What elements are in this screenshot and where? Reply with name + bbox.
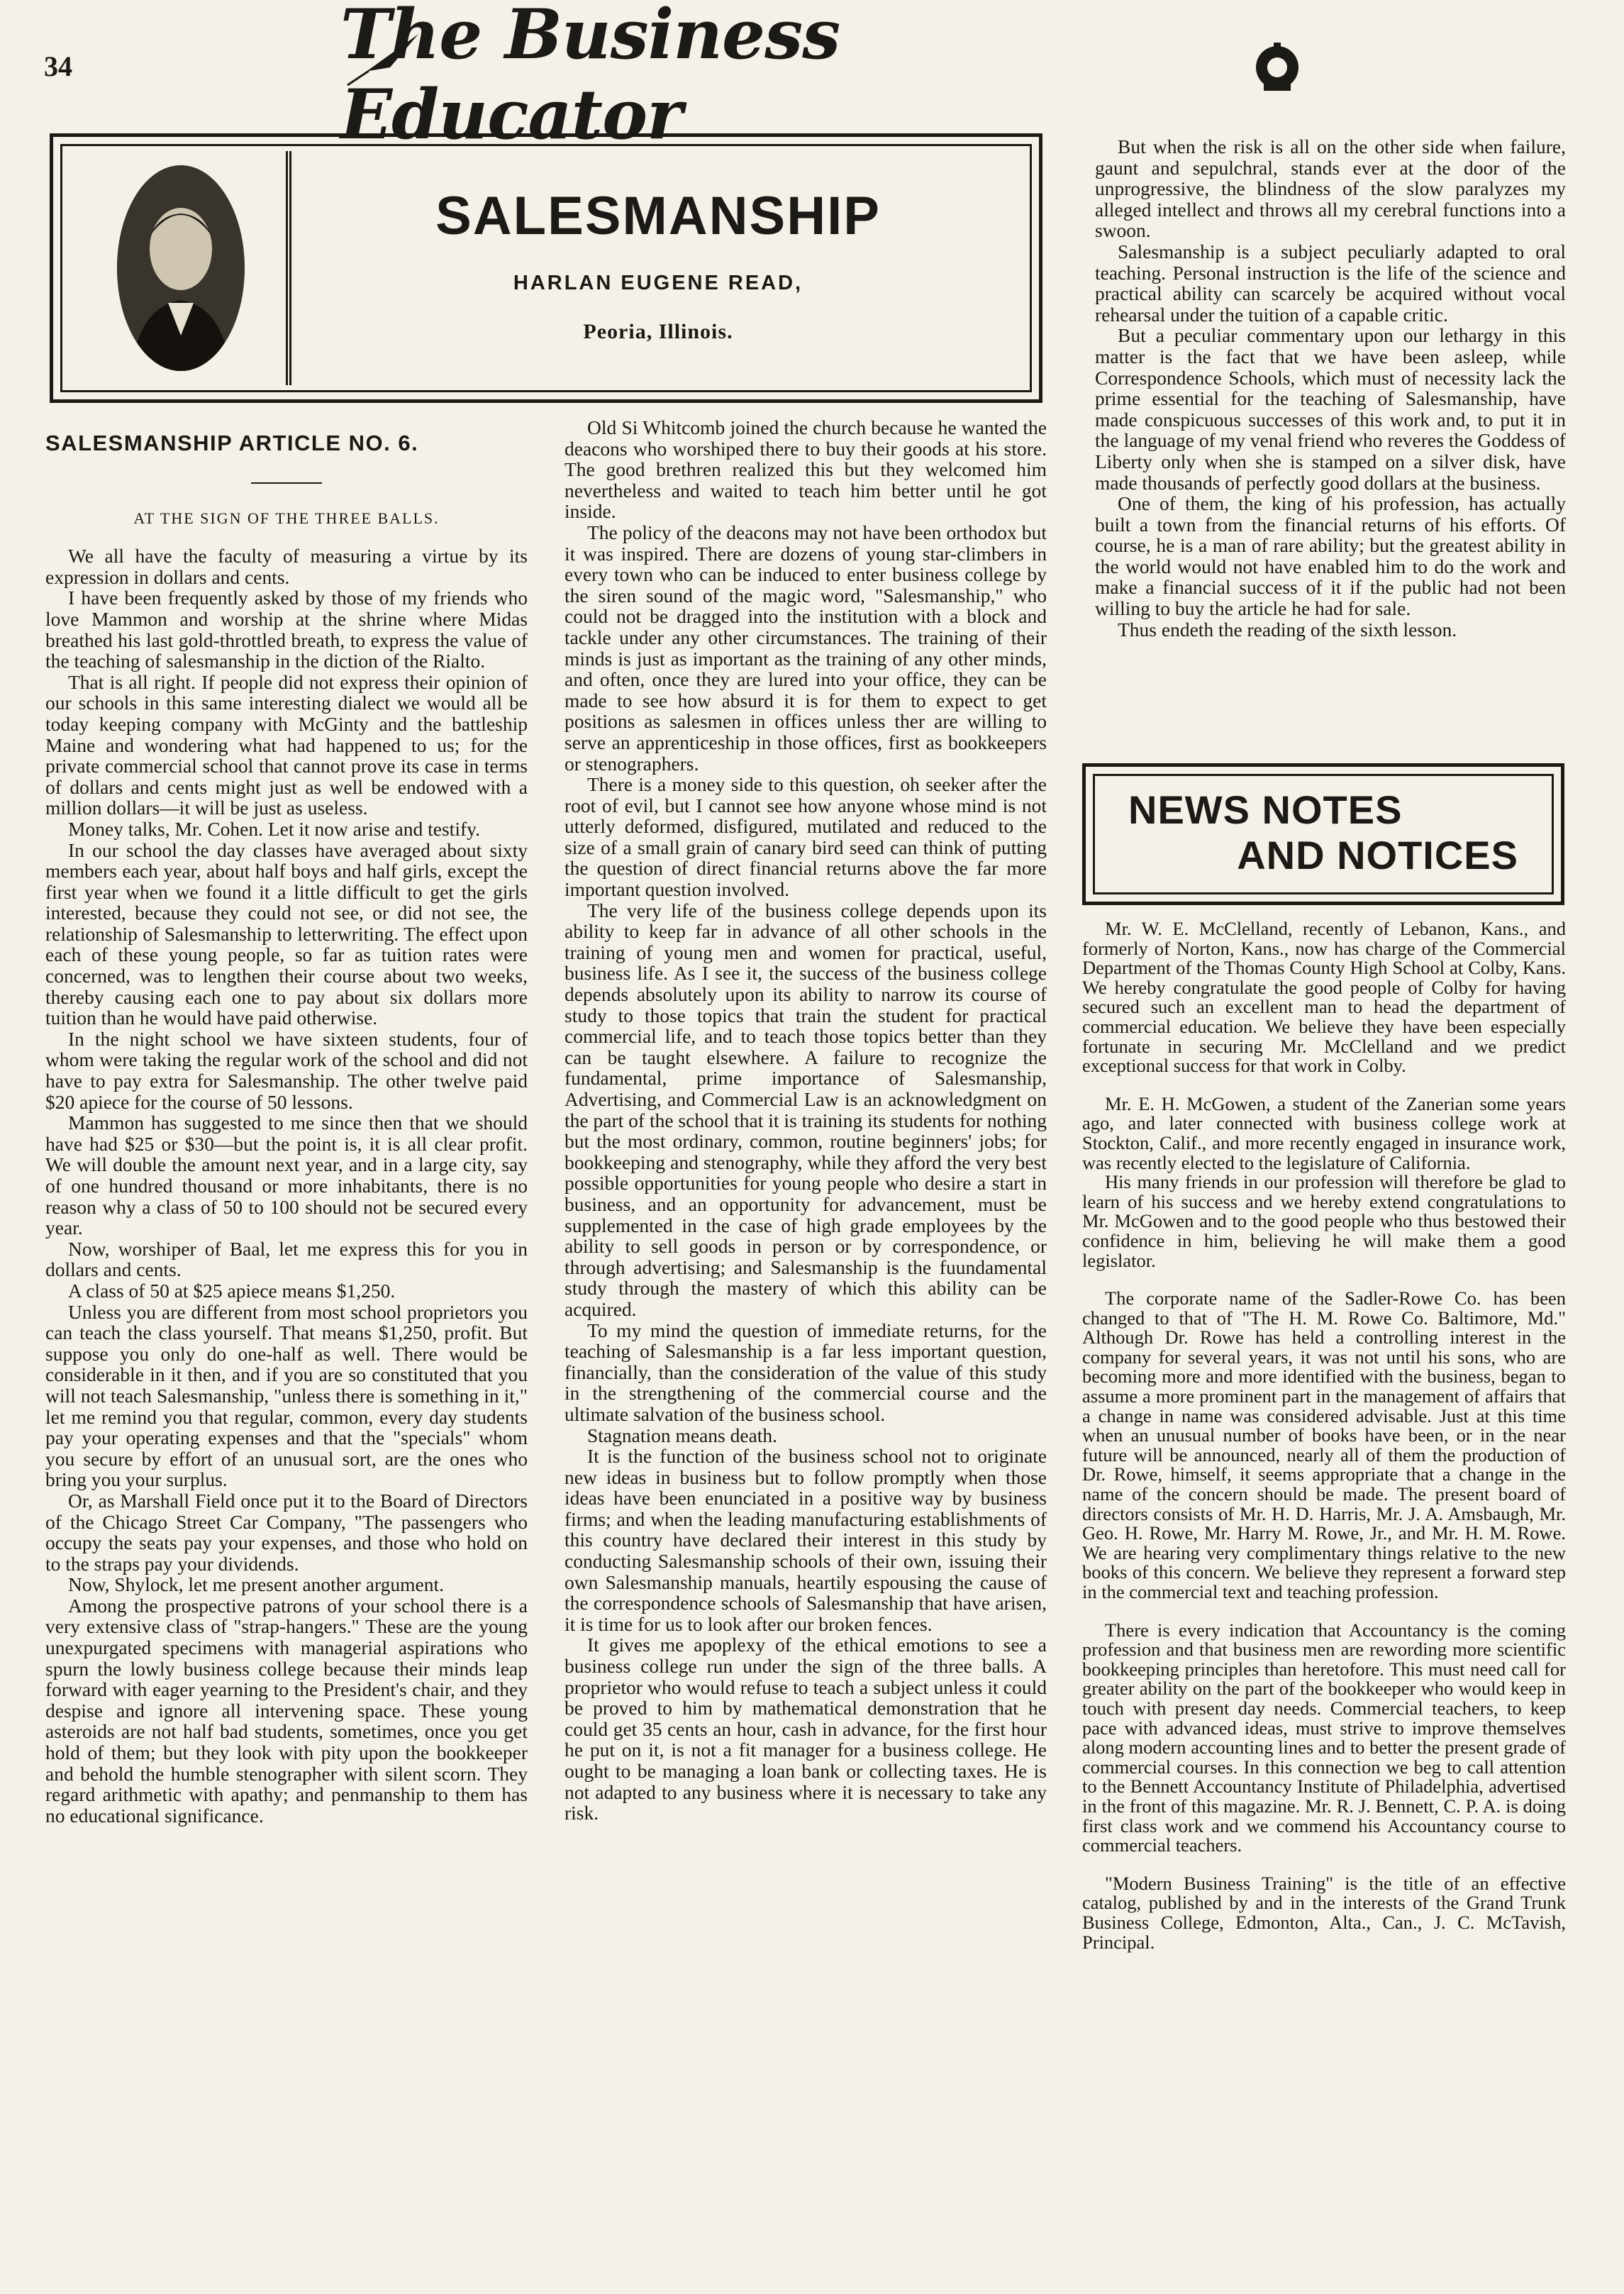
salesmanship-title: SALESMANSHIP	[435, 186, 881, 246]
article-paragraph: Salesmanship is a subject peculiarly adapted to oral teaching. Personal instruction is the life of the science and practical ability can scarcely be acquired without vocal rehearsal under the tuition of a capable critic.	[1095, 240, 1566, 326]
article-subheading: AT THE SIGN OF THE THREE BALLS.	[133, 509, 440, 527]
news-paragraph: Mr. W. E. McClelland, recently of Lebanon, Kans., and formerly of Norton, Kans., now has charge of the Commercial Department of the Thomas County High School at Colby, Kans. We hereby congratulate the good people of Colby for having secured such an excellent man to head the department of commercial education. We believe they have been especially fortunate in securing Mr. McClelland and we predict exceptional success for that work in Colby.	[1082, 918, 1566, 1077]
article-paragraph: One of them, the king of his profession, has actually built a town from the financial returns of his efforts. Of course, he is a man of rare ability; but the greatest ability in the world would not have enabled him to do the work and make a financial success of it if the public had not been willing to buy the article he had for sale.	[1095, 492, 1566, 620]
article-column-3	[1095, 136, 1566, 640]
article-paragraph: Now, worshiper of Baal, let me express this for you in dollars and cents.	[45, 1237, 528, 1281]
article-paragraph: But when the risk is all on the other side when failure, gaunt and sepulchral, stands ever at the door of the unprogressive, the blindness of the slow paralyzes my alleged intellect and throws all my cerebral functions into a swoon.	[1095, 135, 1566, 242]
article-paragraph: It is the function of the business school not to originate new ideas in business but to follow promptly when those ideas have been enunciated in a positive way by business firms; and when the leading manufacturing establishments of this country have declared their interest in this study by conducting Salesmanship schools of their own, issuing their own Salesmanship manuals, heartily espousing the cause of the correspondence schools of Salesmanship that have arisen, it is time for us to look after our broken fences.	[564, 1445, 1047, 1635]
article-heading: SALESMANSHIP ARTICLE NO. 6.	[45, 431, 419, 455]
news-column	[1082, 919, 1566, 1952]
salesmanship-header-box	[50, 133, 1042, 403]
masthead-title: The Business Educator	[340, 0, 840, 155]
article-paragraph: To my mind the question of immediate returns, for the teaching of Salesmanship is a far less important question, financially, than the consideration of the value of this study in the strengthening of the commercial course and the ultimate salvation of the business school.	[564, 1319, 1047, 1425]
header-divider	[286, 151, 291, 385]
news-notes-header-box	[1082, 763, 1564, 905]
article-paragraph: It gives me apoplexy of the ethical emotions to see a business college run under the sign of the three balls. A proprietor who would refuse to teach a subject unless it could be proved to him by mathematical demonstration that he could get 35 cents an hour, cash in advance, for the first hour he put on it, is not a fit manager for a business college. He ought to be managing a loan bank or collecting taxes. He is not adapted to any business where it is necessary to take any risk.	[564, 1634, 1047, 1824]
article-paragraph: Among the prospective patrons of your school there is a very extensive class of "strap-hangers." These are the young unexpurgated specimens with managerial aspirations who spurn the lowly business college because their minds leap forward with eager yearning to the President's chair, and they despise and ignore all intervening space. These young asteroids are not half bad students, sometimes, once you get hold of them; but they look with pity upon the bookkeeper and behold the humble stenographer with silent scorn. They regard arithmetic with apathy; and penmanship to them has no educational significance.	[45, 1594, 528, 1827]
news-paragraph: The corporate name of the Sadler-Rowe Co. has been changed to that of "The H. M. Rowe Co. Baltimore, Md." Although Dr. Rowe has held a controlling interest in the company for several years, it was not until his sons, who are becoming more and more identified with the business, began to assume a more prominent part in the management of affairs that a change in name was considered advisable. Just at this time when an unusual number of books have been, or in the near future will be announced, nearly all of them the production of Dr. Rowe, himself, it seems appropriate that a change in the name of the concern should be made. The present board of directors consists of Mr. H. D. Harris, Mr. J. A. Amsbaugh, Mr. Geo. H. Rowe, Mr. Harry M. Rowe, Jr., and Mr. H. M. Rowe. We are hearing very complimentary things relative to the new books of this concern. We believe they represent a forward step in the commercial text and teaching profession.	[1082, 1287, 1566, 1602]
article-paragraph: Money talks, Mr. Cohen. Let it now arise and testify.	[68, 817, 480, 840]
author-name: HARLAN EUGENE READ,	[513, 272, 803, 294]
news-paragraph: His many friends in our profession will therefore be glad to learn of his success and we hereby extend congratulations to Mr. McGowen and to the good people who thus bestowed their confidence in him, believing he will make them a good legislator.	[1082, 1171, 1566, 1271]
article-paragraph: I have been frequently asked by those of my friends who love Mammon and worship at the shrine where Midas breathed his last gold-throttled breath, to express the value of the teaching of salesmanship in the diction of the Rialto.	[45, 587, 528, 672]
article-paragraph: The policy of the deacons may not have been orthodox but it was inspired. There are dozens of young star-climbers in every town who can be induced to enter business college by the siren sound of the magic word, "Salesmanship," who could not be dragged into the institution with a block and tackle under any other circumstances. The training of their minds is just as important as the training of any other minds, and often, once they are lured into your office, they can be made to see how absurd it is for them to expect to get positions as salesmen in offices unless ther are willing to serve an apprenticeship in those offices, first as bookkeepers or stenographers.	[564, 521, 1047, 775]
article-paragraph: In our school the day classes have averaged about sixty members each year, about half boys and half girls, except the first year when we found it a little difficult to get the girls interested, because they could not see, or did not see, the relationship of Salesmanship to letterwriting. The effect upon each of these young people, so far as tuition rates were concerned, was to lengthen their course about two weeks, thereby causing each one to pay about six dollars more tuition than he would have paid otherwise.	[45, 838, 528, 1029]
news-paragraph: There is every indication that Accountancy is the coming profession and that business men are rewording more scientific bookkeeping principles than heretofore. This must need call for greater ability on the part of the bookkeeper who would keep in touch with present day needs. Commercial teachers, to keep pace with advanced ideas, must strive to improve themselves along modern accounting lines and to better the present grade of commercial courses. In this connection we beg to call attention to the Bennett Accountancy Institute of Philadelphia, advertised in the front of this magazine. Mr. R. J. Bennett, C. P. A. is doing first class work and we commend his Accountancy course to commercial teachers.	[1082, 1619, 1566, 1856]
article-paragraph: A class of 50 at $25 apiece means $1,250.	[68, 1279, 396, 1302]
heading-rule	[251, 482, 322, 484]
page-number: 34	[44, 50, 72, 82]
news-paragraph: "Modern Business Training" is the title of an effective catalog, published by and in the interests of the Grand Trunk Business College, Edmonton, Alta., Can., J. C. McTavish, Principal.	[1082, 1872, 1566, 1953]
article-paragraph: Mammon has suggested to me since then that we should have had $25 or $30—but the point is, it is all clear profit. We will double the amount next year, and in a large city, say of one hundred thousand or more inhabitants, there is no reason why a class of 50 to 100 should not be secured every year.	[45, 1112, 528, 1239]
article-paragraph: The very life of the business college depends upon its ability to keep far in advance of all other schools in the training of young men and women for practical, useful, business life. As I see it, the success of the business college depends absolutely upon its ability to narrow its course of study to those topics that train the student for practical commercial life, and to teach those topics better than they can be taught elsewhere. A failure to recognize the fundamental, prime importance of Salesmanship, Advertising, and Commercial Law is an acknowledgment on the part of the school that it is training its students for nothing but the most ordinary, common, routine beginners' jobs; for bookkeeping and stenography, while they afford the very best possible opportunities for young people who desire a start in business, and an opportunity for advancement, must be supplemented in the case of high grade employees by the ability to sell goods in person or by correspondence, or through advertising; and Salesmanship is the fuundamental study through the mastery of which this ability can be acquired.	[564, 899, 1047, 1320]
article-paragraph: Stagnation means death.	[587, 1424, 778, 1446]
article-paragraph: That is all right. If people did not express their opinion of our schools in this same interesting dialect we would all be today keeping company with McGinty and the battleship Maine and wondering what had happened to us; for the private commercial school that cannot prove its case in terms of dollars and cents might just as well be endowed with a million dollars—it will be just as useless.	[45, 670, 528, 819]
article-paragraph: We all have the faculty of measuring a virtue by its expression in dollars and cents.	[45, 545, 528, 588]
article-paragraph: Thus endeth the reading of the sixth lesson.	[1118, 618, 1457, 641]
article-column-1	[45, 417, 528, 1826]
article-column-2	[564, 417, 1047, 1824]
news-paragraph: Mr. E. H. McGowen, a student of the Zanerian some years ago, and later connected with business college work at Stockton, Calif., and more recently engaged in insurance work, was recently elected to the legislature of California.	[1082, 1092, 1566, 1173]
news-title-line-2: AND NOTICES	[1237, 833, 1518, 877]
article-paragraph: There is a money side to this question, oh seeker after the root of evil, but I cannot see how anyone whose mind is not utterly deformed, disfigured, mutilated and reduced to the size of a small grain of canary bird seed can think of putting the question of direct financial returns above the far more important question involved.	[564, 773, 1047, 901]
author-location: Peoria, Illinois.	[583, 320, 733, 343]
author-portrait	[117, 165, 245, 371]
article-paragraph: Or, as Marshall Field once put it to the Board of Directors of the Chicago Street Car Company, "The passengers who occupy the seats pay your expenses, and those who hold on to the straps pay your dividends.	[45, 1489, 528, 1575]
article-paragraph: Now, Shylock, let me present another argument.	[68, 1573, 445, 1596]
article-paragraph: Unless you are different from most school proprietors you can teach the class yourself. That means $1,250, profit. But suppose you only do one-half as well. There would be considerable in it then, and if you are so constituted that you will not teach Salesmanship, "unless there is something in it," let me remind you that regular, common, every day students pay your operating expenses and that the "specials" whom you secure by effort of an unusual sort, are the ones who bring you your surplus.	[45, 1300, 528, 1491]
article-paragraph: But a peculiar commentary upon our lethargy in this matter is the fact that we have been asleep, while Correspondence Schools, which must of necessity lack the prime essential for the teaching of Salesmanship, have made conspicuous successes of this work and, to put it in the language of my venal friend who reveres the Goddess of Liberty only when she is stamped on a silver disk, have made thousands of perfectly good dollars at the business.	[1095, 324, 1566, 494]
article-paragraph: Old Si Whitcomb joined the church because he wanted the deacons who worshiped there to buy their goods at his store. The good brethren realized this but they welcomed him nevertheless and waited to teach him better until he got inside.	[564, 416, 1047, 523]
article-paragraph: In the night school we have sixteen students, four of whom were taking the regular work of the school and did not have to pay extra for Salesmanship. The other twelve paid $20 apiece for the course of 50 lessons.	[45, 1027, 528, 1113]
masthead	[340, 0, 1177, 155]
news-title-line-1: NEWS NOTES	[1128, 787, 1403, 832]
emblem-icon	[1250, 40, 1305, 95]
